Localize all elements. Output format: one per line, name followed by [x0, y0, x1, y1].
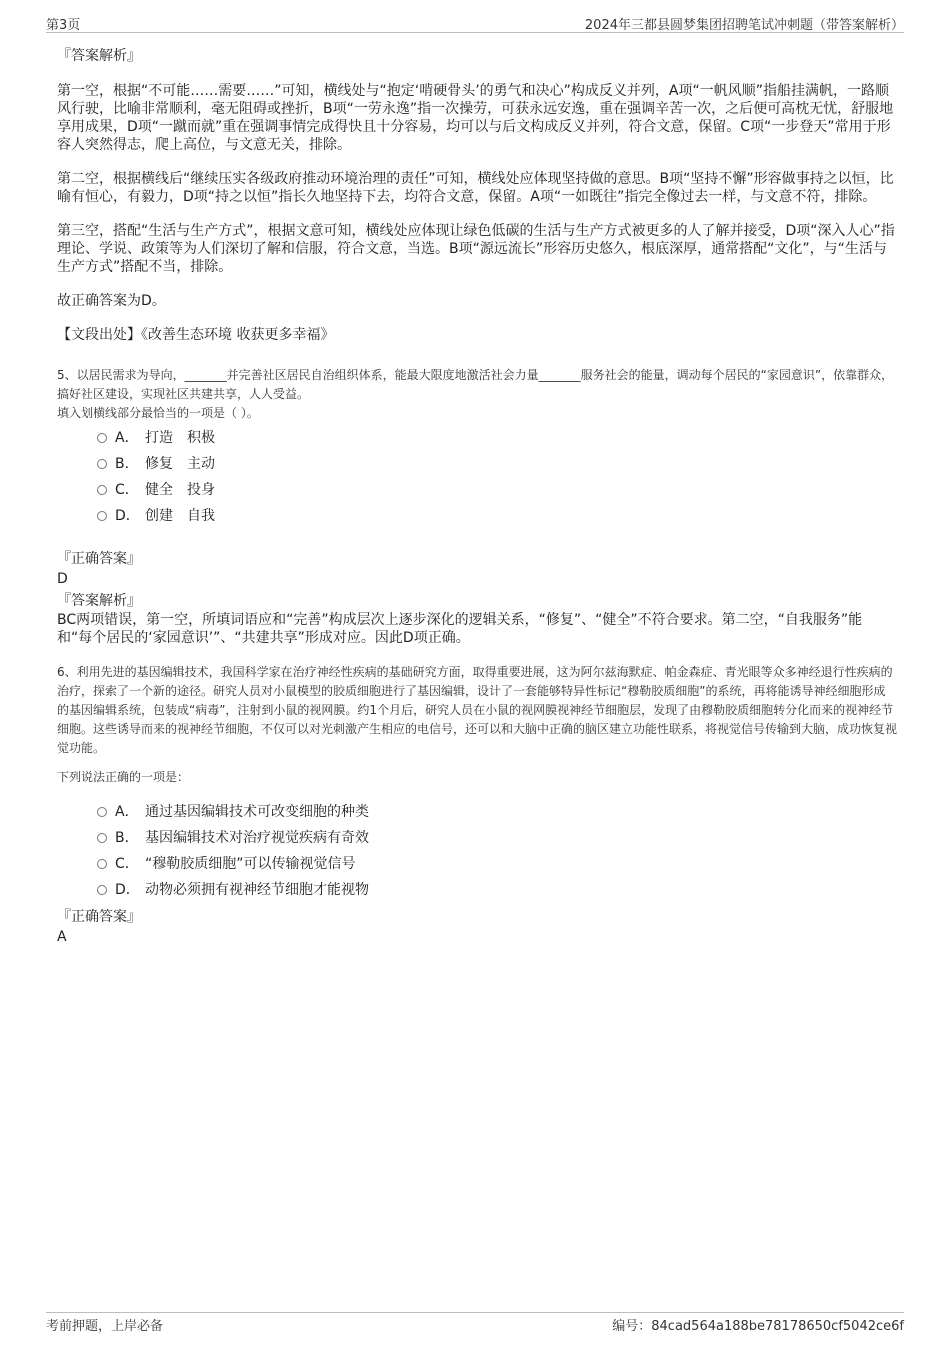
page-header [46, 14, 904, 33]
question-5-options [57, 425, 897, 529]
page-footer [46, 1312, 904, 1335]
q6-answer: A [57, 929, 67, 945]
page-number: 第3页 [46, 18, 81, 33]
analysis-paragraph-3: 第三空，搭配“生活与生产方式”，根据文意可知，横线处应体现让绿色低碳的生活与生产方式被更多的人了解并接受，D项“深入人心”指理论、学说、政策等为人们深切了解和信服，符合文意，当选。B项“源远流长”形容历史悠久，根底深厚，通常搭配“文化”，与“生活与生产方式”搭配不当，排除。 [57, 223, 895, 275]
radio-icon[interactable] [97, 485, 107, 495]
q6-option-a[interactable]: A． 通过基因编辑技术可改变细胞的种类 [57, 799, 897, 825]
question-5 [57, 366, 897, 647]
radio-icon[interactable] [97, 859, 107, 869]
radio-icon[interactable] [97, 807, 107, 817]
q5-analysis-label: 『答案解析』 [57, 593, 141, 609]
document-title: 2024年三都县圆梦集团招聘笔试冲刺题（带答案解析） [584, 18, 904, 33]
question-6-options [57, 799, 897, 903]
page-content [57, 44, 897, 947]
q5-option-b[interactable]: B． 修复 主动 [57, 451, 897, 477]
document-code: 编号：84cad564a188be78178650cf5042ce6f [612, 1319, 904, 1334]
radio-icon[interactable] [97, 511, 107, 521]
q5-analysis: BC两项错误，第一空，所填词语应和“完善”构成层次上逐步深化的逻辑关系，“修复”、“健全”不符合要求。第二空，“自我服务”能和“每个居民的‘家园意识’”、“共建共享”形成对应。因此D项正确。 [57, 612, 863, 646]
analysis-conclusion: 故正确答案为D。 [57, 293, 166, 309]
radio-icon[interactable] [97, 885, 107, 895]
footer-slogan: 考前押题，上岸必备 [46, 1319, 164, 1334]
q6-option-d[interactable]: D． 动物必须拥有视神经节细胞才能视物 [57, 877, 897, 903]
q5-answer: D [57, 571, 68, 587]
radio-icon[interactable] [97, 459, 107, 469]
question-6 [57, 663, 897, 947]
question-5-prompt: 填入划横线部分最恰当的一项是（ ）。 [57, 406, 259, 420]
q6-option-b[interactable]: B． 基因编辑技术对治疗视觉疾病有奇效 [57, 825, 897, 851]
q6-answer-label: 『正确答案』 [57, 909, 141, 925]
q5-answer-label: 『正确答案』 [57, 551, 141, 567]
analysis-paragraph-1: 第一空，根据“不可能……需要……”可知，横线处与“抱定‘啃硬骨头’的勇气和决心”构成反义并列，A项“一帆风顺”指船挂满帆，一路顺风行驶，比喻非常顺利，毫无阻碍或挫折，B项“一劳永逸”指一次操劳，可获永远安逸，重在强调辛苦一次，之后便可高枕无忧，舒服地享用成果，D项“一蹴而就”重在强调事情完成得快且十分容易，均可以与后文构成反义并列，符合文意，保留。C项“一步登天”常用于形容人突然得志，爬上高位，与文意无关，排除。 [57, 83, 894, 153]
q5-option-c[interactable]: C． 健全 投身 [57, 477, 897, 503]
q5-option-d[interactable]: D． 创建 自我 [57, 503, 897, 529]
question-6-stem: 6、利用先进的基因编辑技术，我国科学家在治疗神经性疾病的基础研究方面，取得重要进展，这为阿尔兹海默症、帕金森症、青光眼等众多神经退行性疾病的治疗，探索了一个新的途径。研究人员对小鼠模型的胶质细胞进行了基因编辑，设计了一套能够特异性标记“穆勒胶质细胞”的系统，再将能诱导神经细胞形成的基因编辑系统，包装成“病毒”，注射到小鼠的视网膜。约1个月后，研究人员在小鼠的视网膜视神经节细胞层，发现了由穆勒胶质细胞转分化而来的视神经节细胞。这些诱导而来的视神经节细胞，不仅可以对光刺激产生相应的电信号，还可以和大脑中正确的脑区建立功能性联系，将视觉信号传输到大脑，成功恢复视觉功能。 [57, 665, 898, 755]
radio-icon[interactable] [97, 833, 107, 843]
radio-icon[interactable] [97, 433, 107, 443]
analysis-label: 『答案解析』 [57, 48, 141, 64]
analysis-paragraph-2: 第二空，根据横线后“继续压实各级政府推动环境治理的责任”可知，横线处应体现坚持做的意思。B项“坚持不懈”形容做事持之以恒，比喻有恒心，有毅力，D项“持之以恒”指长久地坚持下去，均符合文意，保留。A项“一如既往”指完全像过去一样，与文意不符，排除。 [57, 171, 894, 205]
source-citation: 【文段出处】《改善生态环境 收获更多幸福》 [57, 327, 335, 343]
q5-option-a[interactable]: A． 打造 积极 [57, 425, 897, 451]
q6-option-c[interactable]: C． “穆勒胶质细胞”可以传输视觉信号 [57, 851, 897, 877]
question-5-stem: 5、以居民需求为导向，_______并完善社区居民自治组织体系，能最大限度地激活社会力量_______服务社会的能量，调动每个居民的“家园意识”，依靠群众，搞好社区建设，实现社区共建共享，人人受益。 [57, 368, 894, 401]
question-6-prompt: 下列说法正确的一项是： [57, 770, 190, 784]
